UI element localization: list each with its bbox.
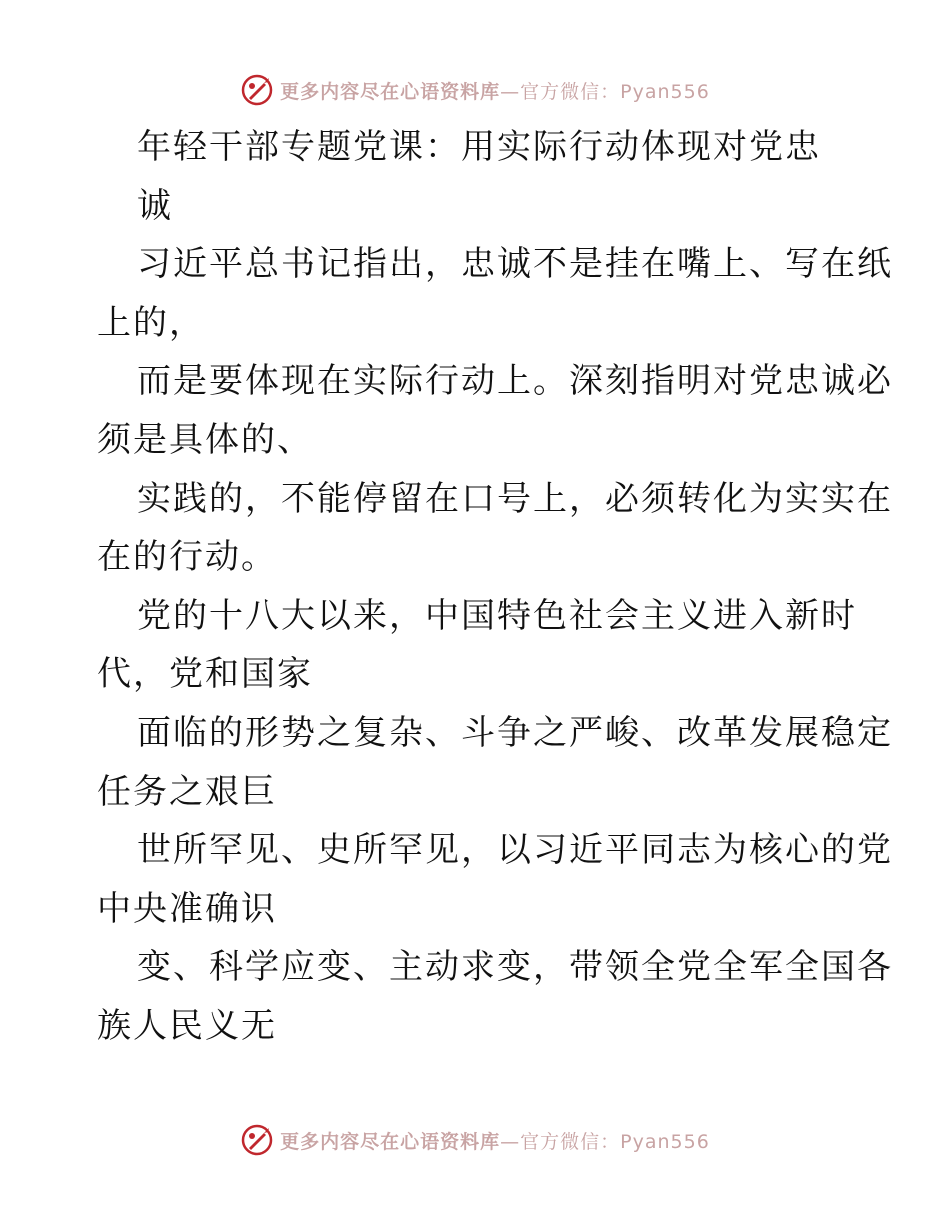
- document-body: [97, 118, 893, 1056]
- paragraph-line: 实践的，不能停留在口号上，必须转化为实实在: [137, 478, 893, 519]
- paragraph-line: 中央准确识: [97, 888, 277, 929]
- paragraph-line: 世所罕见、史所罕见，以习近平同志为核心的党: [137, 830, 893, 871]
- paragraph-line: 在的行动。: [97, 537, 277, 578]
- paragraph-line: 党的十八大以来，中国特色社会主义进入新时: [137, 595, 857, 636]
- quill-pen-logo-icon: [240, 1123, 274, 1157]
- footer-watermark-banner: [0, 1120, 950, 1160]
- document-title-continued: 诚: [137, 185, 173, 226]
- paragraph-line: 而是要体现在实际行动上。深刻指明对党忠诚必: [137, 361, 893, 402]
- paragraph-line: 变、科学应变、主动求变，带领全党全军全国各: [137, 947, 893, 988]
- paragraph-line: 族人民义无: [97, 1005, 277, 1046]
- header-watermark-banner: [0, 70, 950, 110]
- paragraph-line: 习近平总书记指出，忠诚不是挂在嘴上、写在纸: [137, 244, 893, 285]
- banner-main-text: 更多内容尽在心语资料库: [280, 1130, 501, 1153]
- document-title: 年轻干部专题党课：用实际行动体现对党忠: [137, 127, 821, 167]
- quill-pen-logo-icon: [240, 73, 274, 107]
- paragraph-line: 任务之艰巨: [97, 771, 277, 812]
- paragraph-line: 代，党和国家: [97, 654, 313, 695]
- paragraph-line: 面临的形势之复杂、斗争之严峻、改革发展稳定: [137, 712, 893, 753]
- paragraph-line: 须是具体的、: [97, 419, 313, 460]
- banner-wechat-text: —官方微信：Pyan556: [500, 80, 710, 103]
- banner-wechat-text: —官方微信：Pyan556: [500, 1130, 710, 1153]
- banner-main-text: 更多内容尽在心语资料库: [280, 80, 501, 103]
- paragraph-line: 上的，: [97, 302, 205, 343]
